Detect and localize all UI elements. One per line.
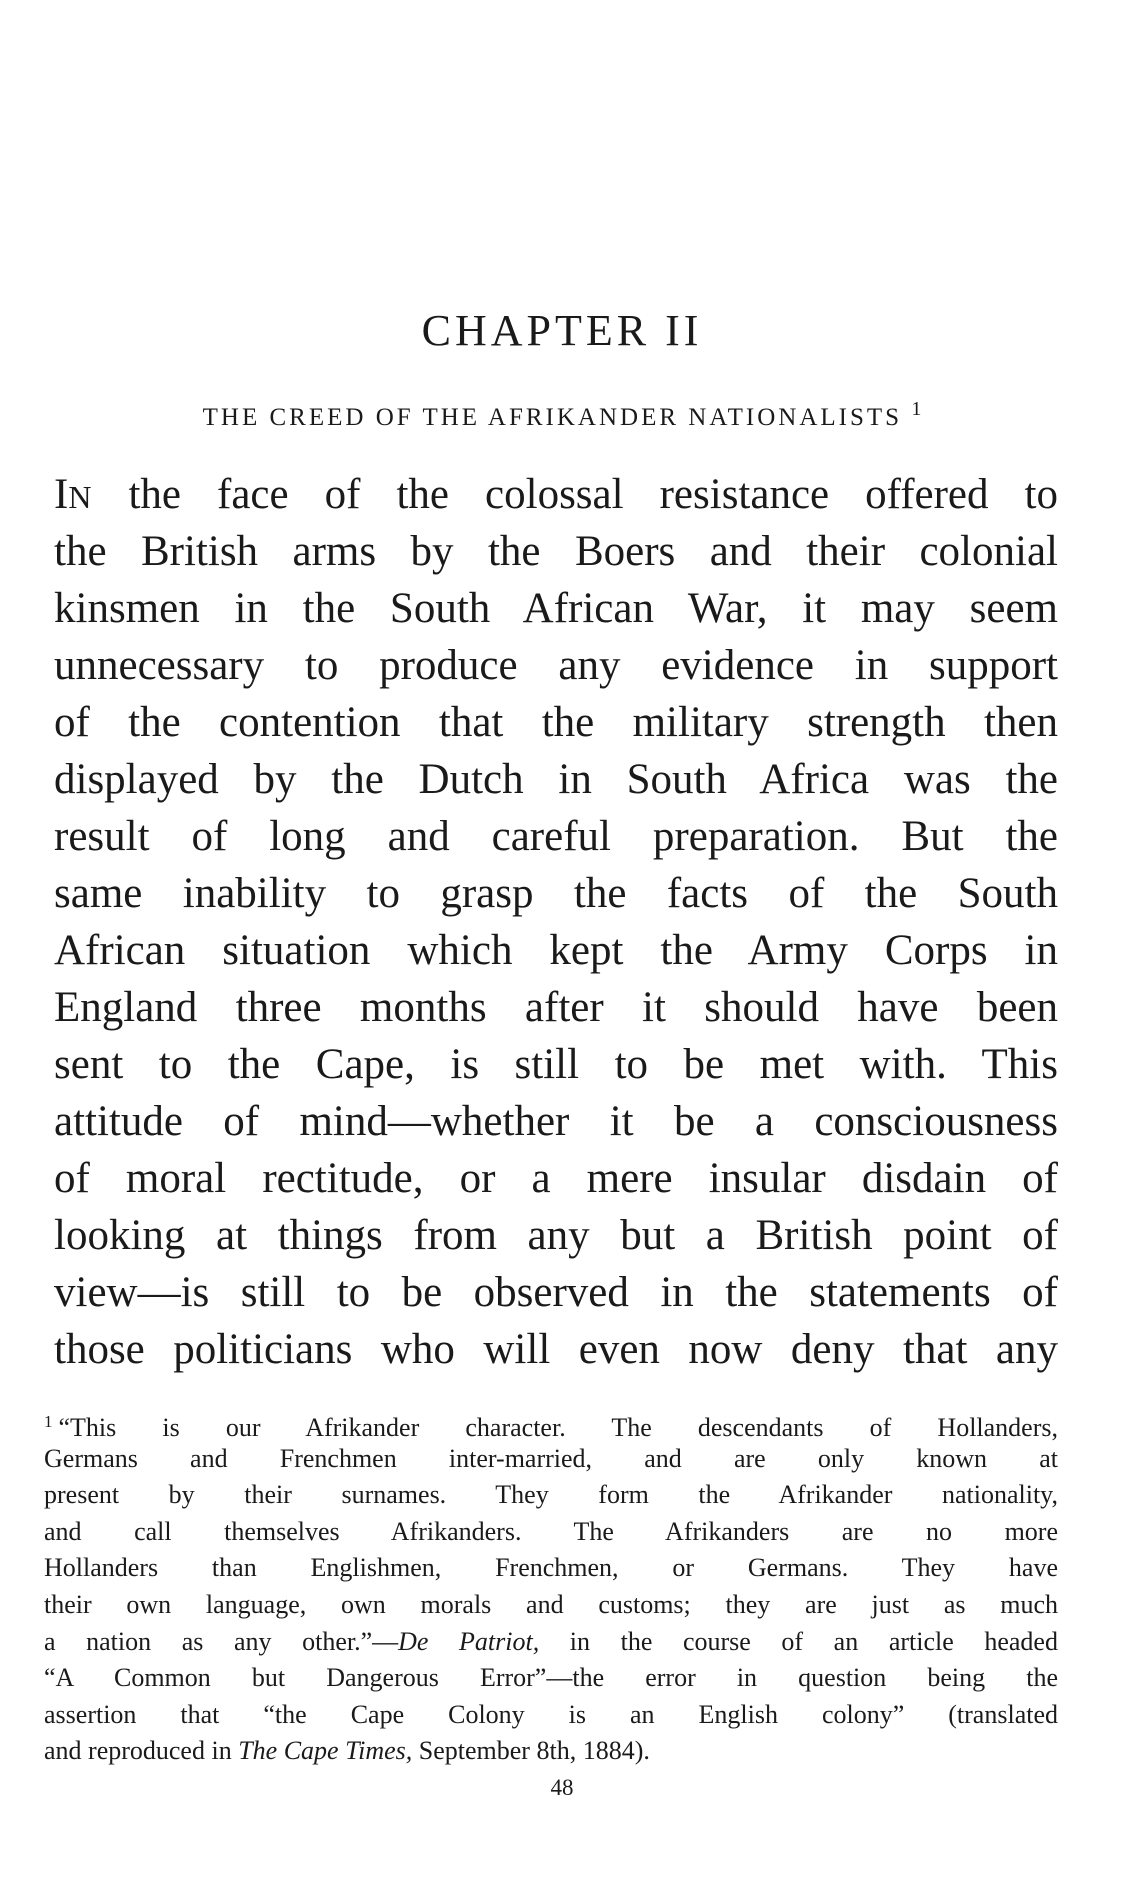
footnote-line: assertion that “the Cape Colony is an English colony” (translated <box>44 1699 1058 1729</box>
footnote-line <box>44 1733 1058 1770</box>
body-line-text: the face of the colossal resistance offered to <box>92 471 1058 518</box>
footnote-text: a nation as any other.”— <box>44 1626 399 1656</box>
publication-title: The Cape Times, <box>238 1736 413 1766</box>
body-line: same inability to grasp the facts of the South <box>54 870 1058 917</box>
footnote-text: and reproduced in <box>44 1736 239 1766</box>
footnote-reference: 1 <box>911 398 922 420</box>
footnote-line: present by their surnames. They form the Afrikander nationality, <box>44 1480 1058 1510</box>
body-line: attitude of mind—whether it be a consciousness <box>54 1098 1058 1145</box>
body-line: kinsmen in the South African War, it may seem <box>54 585 1058 632</box>
footnote-text: in the course of an article headed <box>539 1626 1058 1656</box>
drop-initial: I <box>54 471 69 518</box>
body-paragraph <box>54 466 1058 1378</box>
footnote-line: and call themselves Afrikanders. The Afrikanders are no more <box>44 1516 1058 1546</box>
small-caps-rest: N <box>68 479 93 515</box>
body-line: looking at things from any but a British point of <box>54 1212 1058 1259</box>
footnote-line-text: “This is our Afrikander character. The descendants of Hollanders, <box>58 1413 1058 1441</box>
footnote <box>44 1404 1058 1770</box>
footnote-line: “A Common but Dangerous Error”—the error in question being the <box>44 1663 1058 1693</box>
page-number: 48 <box>550 1775 574 1800</box>
publication-title: De Patriot, <box>398 1626 540 1656</box>
body-line: unnecessary to produce any evidence in support <box>54 642 1058 689</box>
body-line: displayed by the Dutch in South Africa was the <box>54 756 1058 803</box>
body-line <box>54 466 1058 523</box>
chapter-title <box>60 398 1064 432</box>
body-line: the British arms by the Boers and their colonial <box>54 528 1058 575</box>
body-line: African situation which kept the Army Corps in <box>54 927 1058 974</box>
body-line: England three months after it should have been <box>54 984 1058 1031</box>
body-line: view—is still to be observed in the statements of <box>54 1269 1058 1316</box>
body-line: sent to the Cape, is still to be met with. This <box>54 1041 1058 1088</box>
footnote-line <box>44 1404 1058 1441</box>
chapter-heading: CHAPTER II <box>421 306 703 355</box>
body-line: of the contention that the military strength then <box>54 699 1058 746</box>
footnote-text: September 8th, 1884). <box>412 1736 650 1766</box>
footnote-line <box>44 1624 1058 1661</box>
footnote-marker: 1 <box>44 1412 53 1431</box>
footnote-line: Hollanders than Englishmen, Frenchmen, or Germans. They have <box>44 1553 1058 1583</box>
chapter-title-text: THE CREED OF THE AFRIKANDER NATIONALISTS <box>202 404 903 431</box>
body-line: result of long and careful preparation. But the <box>54 813 1058 860</box>
body-line: of moral rectitude, or a mere insular disdain of <box>54 1155 1058 1202</box>
footnote-line: Germans and Frenchmen inter-married, and are only known at <box>44 1443 1058 1473</box>
body-line: those politicians who will even now deny that any <box>54 1326 1058 1373</box>
footnote-line: their own language, own morals and customs; they are just as much <box>44 1589 1058 1619</box>
